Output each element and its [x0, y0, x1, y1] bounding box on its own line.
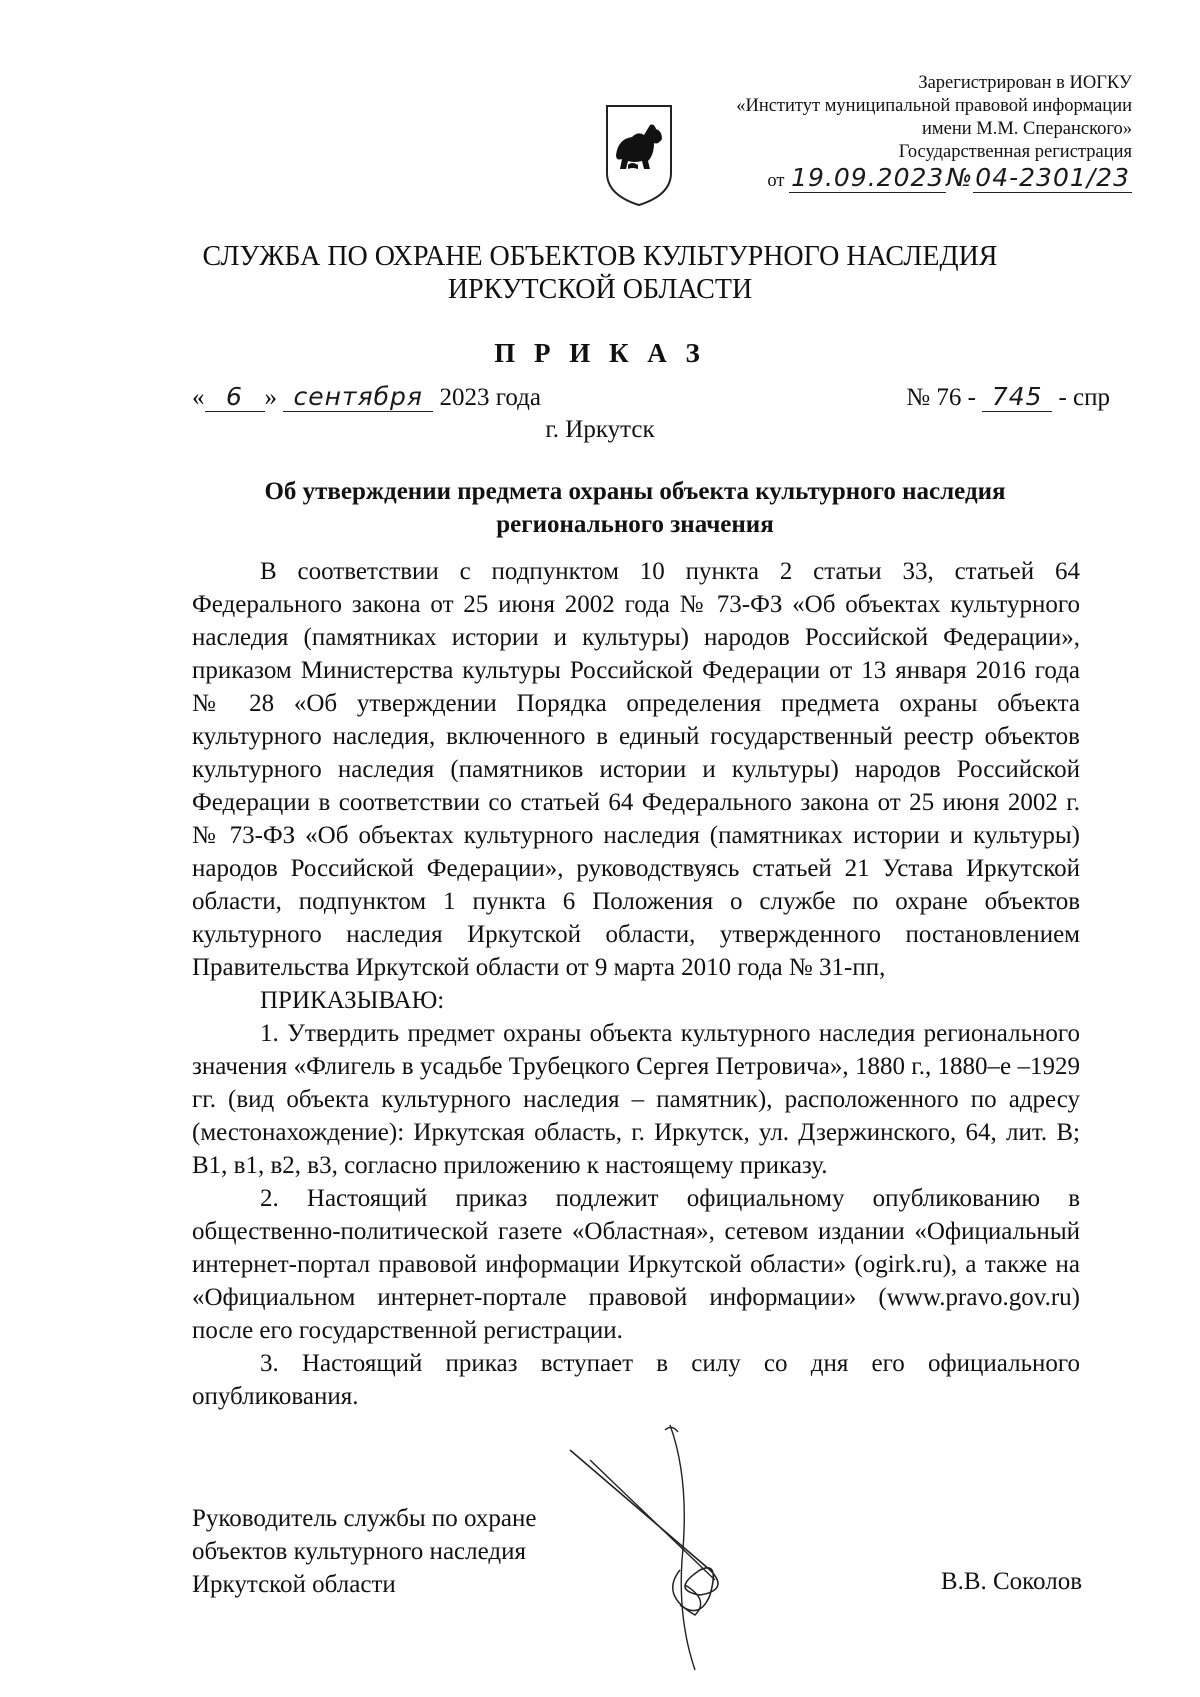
signer-name: В.В. Соколов: [940, 1568, 1082, 1595]
order-date: [192, 382, 541, 412]
subject-line: регионального значения: [496, 511, 774, 538]
order-number-suffix: - спр: [1058, 384, 1110, 411]
registration-stamp: [612, 72, 1132, 193]
signer-position-line: Иркутской области: [192, 1571, 396, 1598]
order-month: сентября: [283, 382, 433, 412]
order-body: [192, 555, 1080, 1413]
agency-line: ИРКУТСКОЙ ОБЛАСТИ: [447, 274, 753, 305]
registration-number-prefix: №: [946, 163, 974, 192]
signer-position: [192, 1502, 612, 1601]
registration-number-line: [612, 163, 1132, 193]
irkutsk-coat-of-arms-icon: [604, 103, 674, 208]
order-city: г. Иркутск: [545, 416, 655, 443]
order-subject: [190, 475, 1080, 541]
order-item: 1. Утвердить предмет охраны объекта культурного наследия регионального значения «Флигель в усадьбе Трубецкого Сергея Петровича», 1880 г., 1880–е –1929 гг. (вид объекта культурного наследия – памятник), расположенного по адресу (местонахождение): Иркутская область, г. Иркутск, ул. Дзержинского, 64, лит. В; В1, в1, в2, в3, согласно приложению к настоящему приказу.: [192, 1020, 1080, 1179]
registration-line: Государственная регистрация: [898, 142, 1132, 162]
order-verb: ПРИКАЗЫВАЮ:: [260, 987, 445, 1014]
order-item: 2. Настоящий приказ подлежит официальному опубликованию в общественно-политической газете «Областная», сетевом издании «Официальный интернет-портал правовой информации Иркутской области» (ogirk.ru), а также на «Официальном интернет-портале правовой информации» (www.pravo.gov.ru) после его государственной регистрации.: [192, 1185, 1080, 1344]
open-quote: «: [192, 384, 205, 411]
subject-line: Об утверждении предмета охраны объекта культурного наследия: [264, 478, 1006, 505]
document-type: П Р И К А З: [494, 338, 706, 368]
order-number-prefix: № 76 -: [906, 384, 976, 411]
preamble-paragraph: В соответствии с подпунктом 10 пункта 2 статьи 33, статьей 64 Федерального закона от 25 июня 2002 года № 73-ФЗ «Об объектах культурного наследия (памятниках истории и культуры) народов Российской Федерации», приказом Министерства культуры Российской Федерации от 13 января 2016 года № 28 «Об утверждении Порядка определения предмета охраны объекта культурного наследия, включенного в единый государственный реестр объектов культурного наследия (памятников истории и культуры) народов Российской Федерации в соответствии со статьей 64 Федерального закона от 25 июня 2002 г. № 73-ФЗ «Об объектах культурного наследия (памятниках истории и культуры) народов Российской Федерации», руководствуясь статьей 21 Устава Иркутской области, подпунктом 1 пункта 6 Положения о службе по охране объектов культурного наследия Иркутской области, утвержденного постановлением Правительства Иркутской области от 9 марта 2010 года № 31-пп,: [192, 558, 1080, 981]
order-year: 2023 года: [439, 384, 541, 411]
order-day: 6: [205, 382, 265, 412]
registration-number: 04-2301/23: [975, 163, 1130, 192]
registration-line: «Институт муниципальной правовой информации: [736, 96, 1132, 116]
close-quote: »: [264, 384, 277, 411]
order-number: [906, 382, 1110, 412]
handwritten-signature-icon: [560, 1420, 760, 1675]
order-number-value: 745: [982, 382, 1052, 412]
signer-position-line: Руководитель службы по охране: [192, 1505, 537, 1532]
registration-line: Зарегистрирован в ИОГКУ: [918, 73, 1132, 93]
order-item: 3. Настоящий приказ вступает в силу со дня его официального опубликования.: [192, 1350, 1080, 1410]
registration-date-prefix: от: [767, 171, 785, 191]
agency-line: СЛУЖБА ПО ОХРАНЕ ОБЪЕКТОВ КУЛЬТУРНОГО НАСЛЕДИЯ: [202, 241, 998, 272]
signer-position-line: объектов культурного наследия: [192, 1538, 526, 1565]
registration-date: 19.09.2023: [791, 163, 945, 192]
agency-name: [0, 240, 1200, 306]
registration-line: имени М.М. Сперанского»: [922, 119, 1132, 139]
